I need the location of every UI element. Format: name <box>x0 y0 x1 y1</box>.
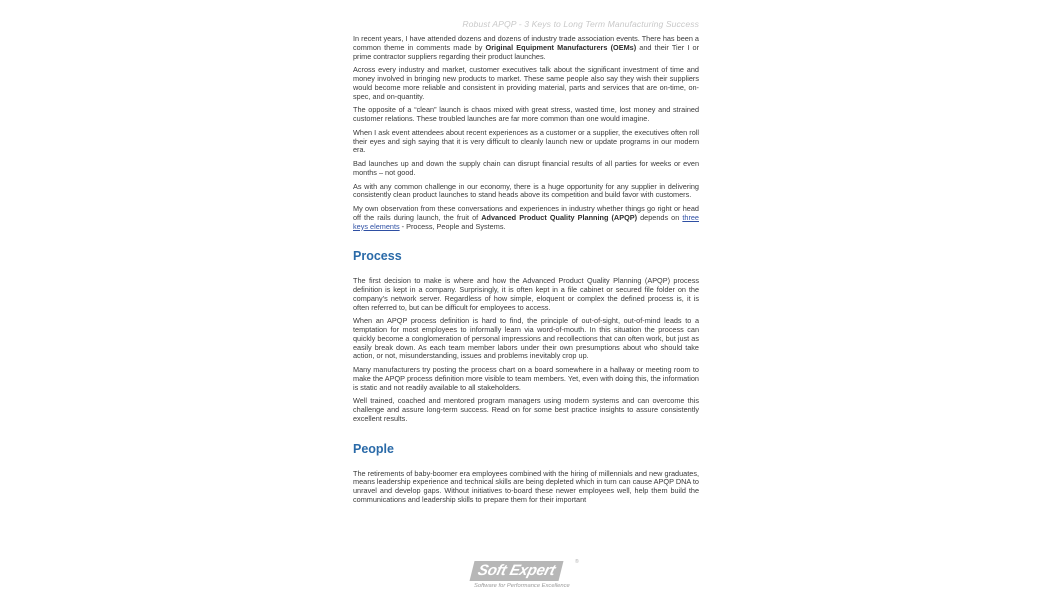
intro-paragraph-6: As with any common challenge in our economy, there is a huge opportunity for any supplier in delivering consistently clean product launches to stand heads above its competition and build favor with customers. <box>353 181 699 200</box>
process-paragraph-1: The first decision to make is where and how the Advanced Product Quality Planning (APQP) process definition is kept in a company. Surprisingly, it is often kept in a file cabinet or secured file folder on the company’s network server. Regardless of how simple, eloquent or complex the defined process is, it is often referred to, but can be difficult for employees to access. <box>353 276 699 312</box>
intro-paragraph-1 <box>353 35 699 61</box>
text-run: In recent years, I have attended dozens and dozens of industry trade association events. There has been a common theme in comments made by <box>353 34 699 52</box>
text-run: and their Tier I or prime contractor suppliers regarding their product launches. <box>353 42 700 61</box>
section-heading-process: Process <box>353 249 402 264</box>
intro-paragraph-3: The opposite of a “clean” launch is chaos mixed with great stress, wasted time, lost money and strained customer relations. These troubled launches are far more common than one would imagine. <box>353 105 699 123</box>
softexpert-logo <box>472 561 592 593</box>
bold-text: Original Equipment Manufacturers (OEMs) <box>485 42 637 52</box>
section-heading-people: People <box>353 441 394 456</box>
people-paragraph-1: The retirements of baby-boomer era employees combined with the hiring of millennials and new graduates, means leadership experience and technical skills are being depleted which in turn can cause APQP DNA to unravel and develop gaps. Without initiatives to-board these newer employees well, help them build the communications and leadership skills to prepare them for their important <box>353 468 699 504</box>
logo-tagline: Software for Performance Excellence <box>474 583 570 589</box>
logo-wordmark: Soft Expert <box>470 561 564 581</box>
bold-text: Advanced Product Quality Planning (APQP) <box>481 212 638 222</box>
three-keys-link[interactable]: three keys elements <box>353 212 699 231</box>
registered-mark: ® <box>575 559 579 565</box>
document-page <box>353 0 699 600</box>
intro-paragraph-2: Across every industry and market, customer executives talk about the significant investment of time and money involved in bringing new products to market. These same people also say they wish their suppliers would become more reliable and consistent in providing material, parts and services that are on-time, on-spec, and on-quantity. <box>353 65 699 101</box>
running-header: Robust APQP - 3 Keys to Long Term Manufacturing Success <box>462 19 699 29</box>
intro-paragraph-4: When I ask event attendees about recent experiences as a customer or a supplier, the executives often roll their eyes and sigh saying that it is very difficult to cleanly launch new or update programs in our modern era. <box>353 127 699 155</box>
text-run: depends on <box>637 212 683 222</box>
document-body <box>353 35 699 510</box>
intro-paragraph-5: Bad launches up and down the supply chain can disrupt financial results of all parties for weeks or even months – not good. <box>353 159 699 177</box>
intro-paragraph-7 <box>353 205 699 231</box>
text-run: - Process, People and Systems. <box>399 221 506 231</box>
process-paragraph-4: Well trained, coached and mentored program managers using modern systems and can overcome this challenge and assure long-term success. Read on for some best practice insights to assure consistently excellent results. <box>353 396 699 423</box>
text-run: My own observation from these conversations and experiences in industry whether things go right or head off the rails during launch, the fruit of <box>353 204 699 222</box>
process-paragraph-2: When an APQP process definition is hard to find, the principle of out-of-sight, out-of-mind leads to a temptation for most employees to informally learn via word-of-mouth. In this situation the process can quickly become a conglomeration of personal impressions and recollections that can often work, but just as easily break down. As each team member labors under their own presumptions about who should take action, or not, misunderstanding, issues and problems inevitably crop up. <box>353 316 699 361</box>
process-paragraph-3: Many manufacturers try posting the process chart on a board somewhere in a hallway or meeting room to make the APQP process definition more visible to team members. Yet, even with doing this, the information is static and not readily available to all stakeholders. <box>353 365 699 392</box>
